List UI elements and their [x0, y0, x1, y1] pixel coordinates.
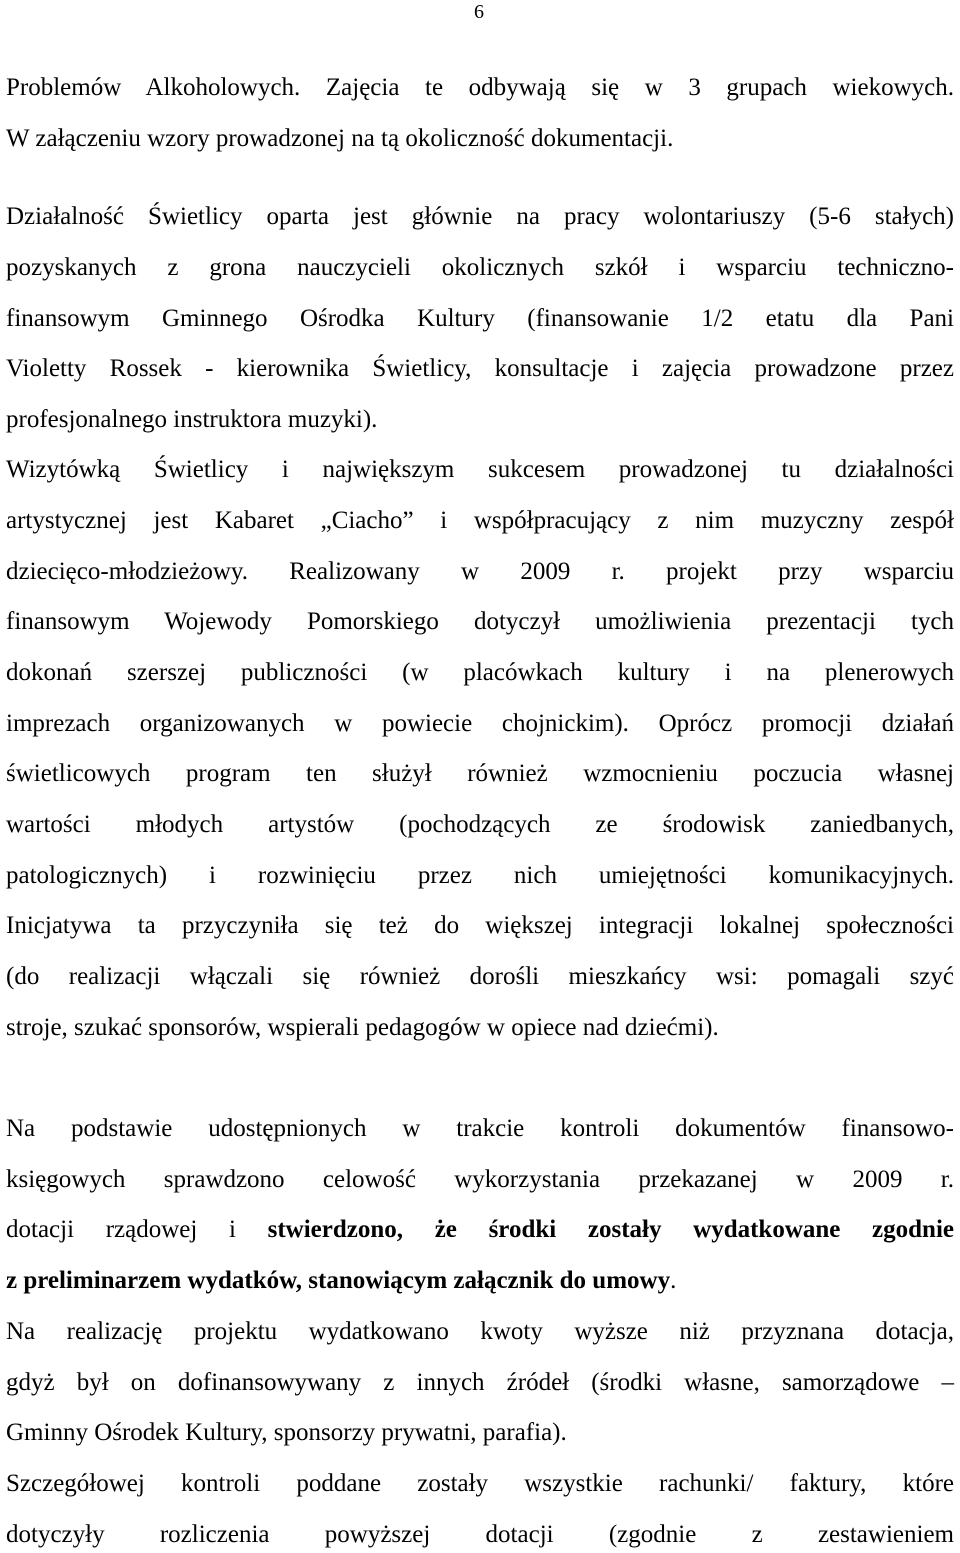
text-line: dziecięco-młodzieżowy. Realizowany w 2009 r. projekt przy wsparciu	[6, 558, 954, 585]
text-line	[6, 1215, 954, 1245]
text-segment-bold: stwierdzono, że środki zostały wydatkowane zgodnie	[267, 1216, 954, 1243]
text-line: imprezach organizowanych w powiecie chojnickim). Oprócz promocji działań	[6, 710, 954, 737]
text-line: patologicznych) i rozwinięciu przez nich umiejętności komunikacyjnych.	[6, 862, 954, 889]
text-line: Działalność Świetlicy oparta jest głównie na pracy wolontariuszy (5-6 stałych)	[6, 203, 954, 230]
text-line: Wizytówką Świetlicy i największym sukcesem prowadzonej tu działalności	[6, 456, 954, 483]
text-line: wartości młodych artystów (pochodzących ze środowisk zaniedbanych,	[6, 811, 954, 838]
text-line	[6, 1266, 954, 1296]
text-line: Problemów Alkoholowych. Zajęcia te odbywają się w 3 grupach wiekowych.	[6, 74, 954, 101]
text-line: artystycznej jest Kabaret „Ciacho” i współpracujący z nim muzyczny zespół	[6, 507, 954, 534]
text-line: Na podstawie udostępnionych w trakcie kontroli dokumentów finansowo-	[6, 1115, 954, 1142]
text-segment-bold: z preliminarzem wydatków, stanowiącym załącznik do umowy	[6, 1267, 671, 1294]
text-line: Violetty Rossek - kierownika Świetlicy, konsultacje i zajęcia prowadzone przez	[6, 355, 954, 382]
text-line: Gminny Ośrodek Kultury, sponsorzy prywatni, parafia).	[6, 1419, 567, 1446]
text-line: świetlicowych program ten służył również wzmocnieniu poczucia własnej	[6, 760, 954, 787]
text-segment: dotacji rządowej i	[6, 1216, 268, 1243]
text-line: gdyż był on dofinansowywany z innych źródeł (środki własne, samorządowe –	[6, 1369, 954, 1396]
text-line: Szczegółowej kontroli poddane zostały wszystkie rachunki/ faktury, które	[6, 1470, 954, 1497]
page-number: 6	[474, 1, 484, 23]
text-line: stroje, szukać sponsorów, wspierali pedagogów w opiece nad dziećmi).	[6, 1014, 719, 1041]
text-line: (do realizacji włączali się również dorośli mieszkańcy wsi: pomagali szyć	[6, 963, 954, 990]
text-line: Inicjatywa ta przyczyniła się też do większej integracji lokalnej społeczności	[6, 912, 954, 939]
text-line: finansowym Gminnego Ośrodka Kultury (finansowanie 1/2 etatu dla Pani	[6, 305, 954, 332]
text-line: profesjonalnego instruktora muzyki).	[6, 406, 378, 433]
text-line: pozyskanych z grona nauczycieli okolicznych szkół i wsparciu techniczno-	[6, 254, 954, 281]
text-line: dotyczyły rozliczenia powyższej dotacji (zgodnie z zestawieniem	[6, 1521, 954, 1548]
text-line: W załączeniu wzory prowadzonej na tą okoliczność dokumentacji.	[6, 125, 674, 152]
text-line: księgowych sprawdzono celowość wykorzystania przekazanej w 2009 r.	[6, 1166, 954, 1193]
text-line: Na realizację projektu wydatkowano kwoty wyższe niż przyznana dotacja,	[6, 1318, 954, 1345]
text-segment: .	[670, 1267, 677, 1294]
text-line: finansowym Wojewody Pomorskiego dotyczył umożliwienia prezentacji tych	[6, 608, 954, 635]
text-line: dokonań szerszej publiczności (w placówkach kultury i na plenerowych	[6, 659, 954, 686]
